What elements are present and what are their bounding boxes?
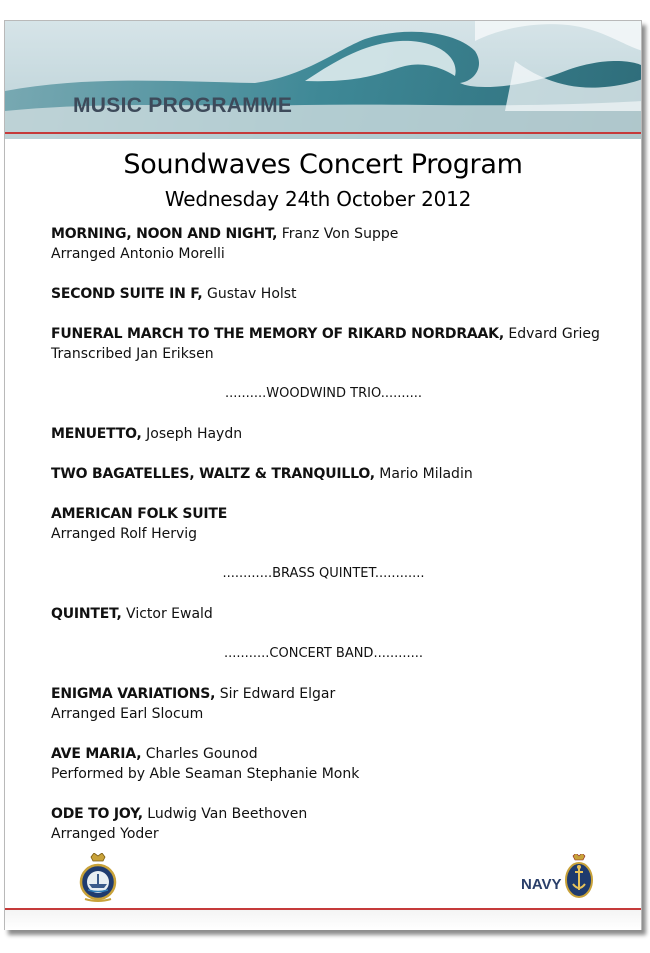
piece-title: ENIGMA VARIATIONS, <box>51 686 216 702</box>
program-item <box>51 684 641 724</box>
banner-title: MUSIC PROGRAMME <box>73 94 293 117</box>
ship-crest-icon <box>77 853 119 903</box>
program-item <box>51 424 641 444</box>
piece-note: Performed by Able Seaman Stephanie Monk <box>51 766 360 782</box>
section-heading: ..........WOODWIND TRIO.......... <box>224 386 423 401</box>
program-item <box>51 504 641 544</box>
piece-title: MORNING, NOON AND NIGHT, <box>51 226 278 242</box>
navy-logo-text: NAVY <box>521 876 562 893</box>
piece-composer: Mario Miladin <box>374 466 473 482</box>
piece-title: FUNERAL MARCH TO THE MEMORY OF RIKARD NORDRAAK, <box>51 326 504 342</box>
piece-composer: Ludwig Van Beethoven <box>142 806 308 822</box>
piece-composer: Gustav Holst <box>202 286 297 302</box>
piece-note: Arranged Earl Slocum <box>51 706 204 722</box>
program-item <box>51 804 641 844</box>
piece-title: MENUETTO, <box>51 426 142 442</box>
section-heading: ...........CONCERT BAND............ <box>223 646 424 661</box>
piece-title: AVE MARIA, <box>51 746 142 762</box>
piece-composer: Franz Von Suppe <box>277 226 399 242</box>
piece-title: ODE TO JOY, <box>51 806 143 822</box>
piece-note: Transcribed Jan Eriksen <box>51 346 214 362</box>
piece-composer: Joseph Haydn <box>141 426 243 442</box>
program-item <box>51 324 641 364</box>
program-item <box>51 604 641 624</box>
wave-banner <box>5 21 641 139</box>
page-title: Soundwaves Concert Program <box>123 149 523 180</box>
program-item <box>51 284 641 304</box>
piece-title: SECOND SUITE IN F, <box>51 286 203 302</box>
section-heading: ............BRASS QUINTET............ <box>222 566 425 581</box>
piece-title: QUINTET, <box>51 606 122 622</box>
piece-composer: Edvard Grieg <box>503 326 600 342</box>
footer-band <box>5 910 641 930</box>
banner-divider <box>5 132 641 134</box>
program-item <box>51 744 641 784</box>
wave-image-icon <box>5 21 641 139</box>
piece-note: Arranged Antonio Morelli <box>51 246 225 262</box>
piece-note: Arranged Yoder <box>51 826 159 842</box>
page-date: Wednesday 24th October 2012 <box>164 187 472 211</box>
piece-composer: Sir Edward Elgar <box>215 686 336 702</box>
piece-note: Arranged Rolf Hervig <box>51 526 198 542</box>
piece-composer: Charles Gounod <box>141 746 258 762</box>
piece-composer: Victor Ewald <box>121 606 213 622</box>
program-page <box>4 20 642 930</box>
program-item <box>51 464 641 484</box>
program-item <box>51 224 641 264</box>
piece-title: TWO BAGATELLES, WALTZ & TRANQUILLO, <box>51 466 375 482</box>
piece-title: AMERICAN FOLK SUITE <box>51 506 228 522</box>
